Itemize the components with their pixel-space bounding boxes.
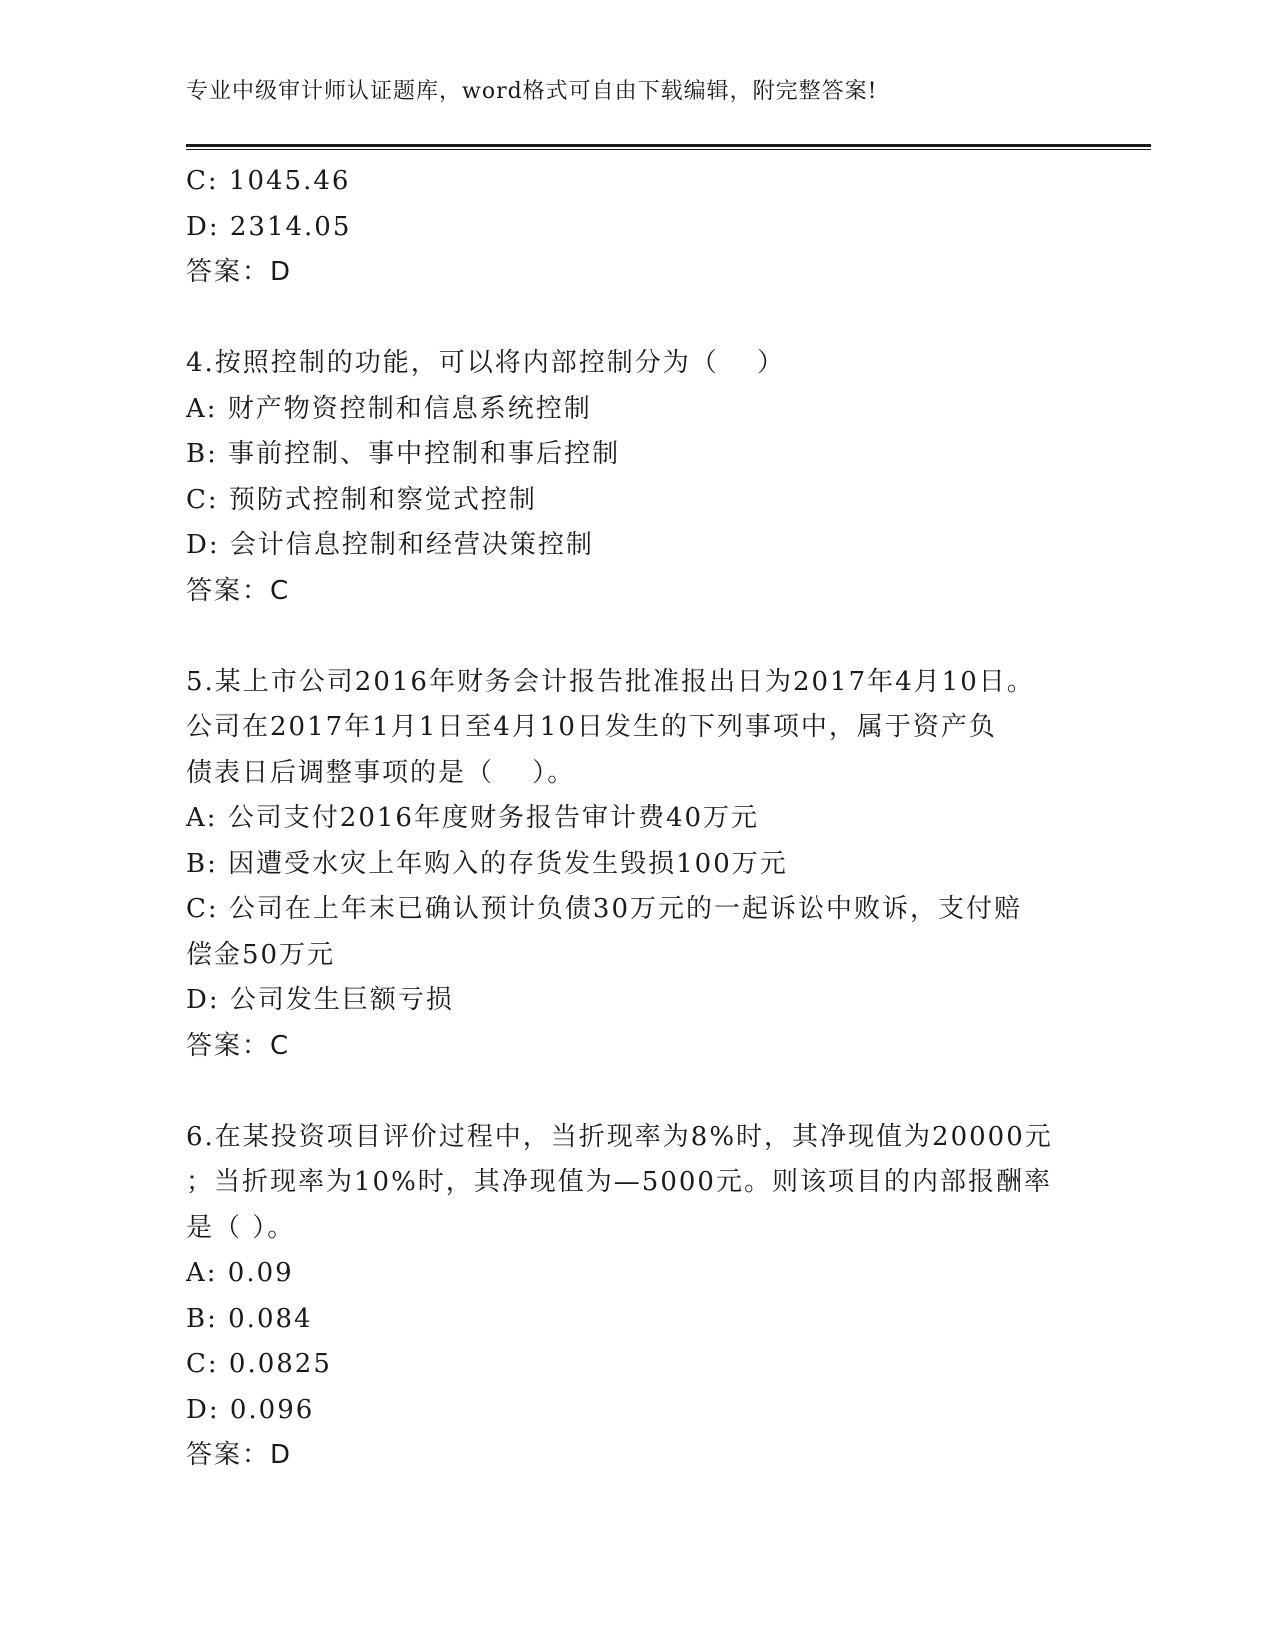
question-stem: 6.在某投资项目评价过程中，当折现率为8%时，其净现值为20000元 xyxy=(186,1121,1053,1152)
question-stem: 4.按照控制的功能，可以将内部控制分为（ ） xyxy=(186,348,786,378)
answer: 答案：C xyxy=(186,1030,291,1061)
header-divider xyxy=(186,144,1151,150)
option-d: D: 0.096 xyxy=(186,1394,315,1425)
option-d: D: 公司发生巨额亏损 xyxy=(186,985,454,1015)
question-4 xyxy=(186,341,1086,614)
question-stem: 债表日后调整事项的是（ ）。 xyxy=(186,757,576,788)
question-stem: 5.某上市公司2016年财务会计报告批准报出日为2017年4月10日。 xyxy=(186,666,1035,697)
question-stem: 公司在2017年1月1日至4月10日发生的下列事项中，属于资产负 xyxy=(186,712,997,742)
option-b: B: 事前控制、事中控制和事后控制 xyxy=(186,439,621,469)
option-a: A: 公司支付2016年度财务报告审计费40万元 xyxy=(186,803,760,833)
answer: 答案：C xyxy=(186,575,291,606)
option-c: C: 公司在上年末已确认预计负债30万元的一起诉讼中败诉，支付赔 xyxy=(186,894,1023,924)
spacer xyxy=(186,614,1086,660)
option-a: A: 财产物资控制和信息系统控制 xyxy=(186,393,592,424)
page-header: 专业中级审计师认证题库，word格式可自由下载编辑，附完整答案! xyxy=(186,79,878,104)
question-stem: 是（ ）。 xyxy=(186,1212,296,1243)
option-b: B: 0.084 xyxy=(186,1303,313,1334)
prev-option-d: D: 2314.05 xyxy=(186,211,352,242)
option-c: C: 预防式控制和察觉式控制 xyxy=(186,484,537,515)
prev-answer: 答案：D xyxy=(186,257,293,287)
question-6 xyxy=(186,1115,1086,1479)
option-b: B: 因遭受水灾上年购入的存货发生毁损100万元 xyxy=(186,848,788,879)
prev-option-c: C: 1045.46 xyxy=(186,166,351,196)
option-c-continued: 偿金50万元 xyxy=(186,939,336,970)
answer: 答案：D xyxy=(186,1440,293,1470)
spacer xyxy=(186,1069,1086,1115)
question-5 xyxy=(186,660,1086,1070)
option-a: A: 0.09 xyxy=(186,1258,294,1288)
question-content xyxy=(186,159,1086,1479)
question-stem: ；当折现率为10%时，其净现值为—5000元。则该项目的内部报酬率 xyxy=(186,1167,1052,1197)
spacer xyxy=(186,296,1086,342)
option-d: D: 会计信息控制和经营决策控制 xyxy=(186,530,594,560)
option-c: C: 0.0825 xyxy=(186,1349,332,1379)
